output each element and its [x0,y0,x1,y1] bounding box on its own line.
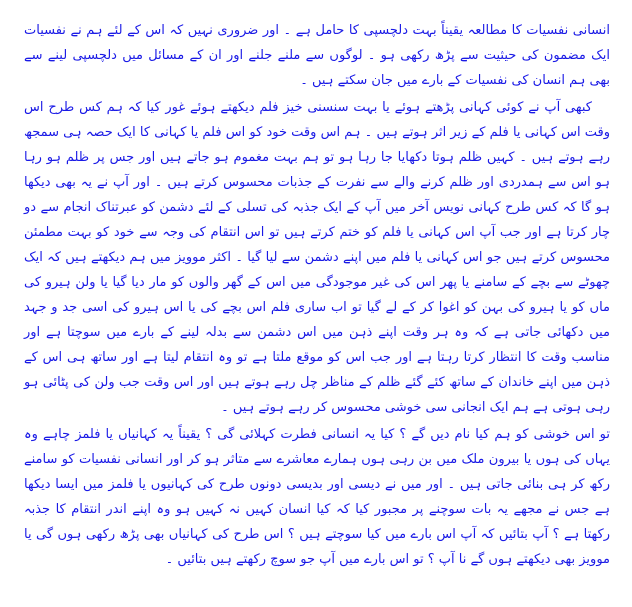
paragraph-story-psychology: کبھی آپ نے کوئی کہانی پڑھتے ہوئے یا بہت سنسنی خیز فلم دیکھتے ہوئے غور کیا کہ ہم کس طرح اس وقت اس کہانی یا فلم کے زیر اثر ہوتے ہیں ۔ ہم اس وقت خود کو اس فلم یا کہانی کا ایک حصہ ہی سمجھ رہے ہوتے ہیں ۔ کہیں ظلم ہوتا دکھایا جا رہا ہو تو ہم بہت مغموم ہو جاتے ہیں اور جس پر ظلم ہو رہا ہو اس سے ہمدردی اور ظلم کرنے والے سے نفرت کے جذبات محسوس کرتے ہیں ۔ اور آپ نے یہ بھی دیکھا ہو گا کہ کس طرح کہانی نویس آخر میں آپ کے ایک جذبہ کی تسلی کے لئے دشمن کو عبرتناک انجام سے دو چار کرتا ہے اور جب آپ اس کہانی یا فلم کو ختم کرتے ہیں تو اس انتقام کی وجہ سے خود کو بہت مطمئن محسوس کرتے ہیں جو اس کہانی یا فلم میں اپنے دشمن سے لیا گیا ۔ اکثر موویز میں ہم دیکھتے ہیں کہ ایک چھوٹے سے بچے کے سامنے یا پھر اس کی غیر موجودگی میں اس کے گھر والوں کو مار دیا گیا یا ولن ہیرو کی ماں کو یا ہیرو کی بہن کو اغوا کر کے لے گیا تو اب ساری فلم اس بچے کی یا اس ہیرو کی اسی جد و جہد میں دکھائی جاتی ہے کہ وہ ہر وقت اپنے ذہن میں اس دشمن سے بدلہ لینے کے بارے میں سوچتا ہے اور مناسب وقت کا انتظار کرتا رہتا ہے اور جب اس کو موقع ملتا ہے تو وہ انتقام لیتا ہے اور ساتھ ہی اس کے ذہن میں اپنے خاندان کے ساتھ کئے گئے ظلم کے مناظر چل رہے ہوتے ہیں اور اس وقت جب ولن کی پٹائی ہو رہی ہوتی ہے ہم ایک انجانی سی خوشی محسوس کر رہے ہوتے ہیں ۔ [24,100,610,415]
document-body [24,18,610,574]
paragraph-intro: انسانی نفسیات کا مطالعہ یقیناً بہت دلچسپی کا حامل ہے ۔ اور ضروری نہیں کہ اس کے لئے ہم نے نفسیات ایک مضمون کی حیثیت سے پڑھ رکھی ہو ۔ لوگوں سے ملنے جلنے اور ان کے مسائل میں دلچسپی لینے سے بھی ہم انسان کی نفسیات کے بارے میں جان سکتے ہیں ۔ [24,23,610,88]
paragraph-question: تو اس خوشی کو ہم کیا نام دیں گے ؟ کیا یہ انسانی فطرت کہلائی گی ؟ یقیناً یہ کہانیاں یا فلمز چاہے وہ یہاں کی ہوں یا بیرون ملک میں بن رہی ہوں ہمارے معاشرے سے متاثر ہو کر اور انسانی نفسیات کو سامنے رکھ کر ہی بنائی جاتی ہیں ۔ اور میں نے دیسی اور بدیسی دونوں طرح کی کہانیوں یا فلمز میں ایسا دیکھا ہے جس نے مجھے یہ بات سوچنے پر مجبور کیا کہ کیا انسان کہیں نہ کہیں ہو وہ اپنے اندر انتقام کا جذبہ رکھتا ہے ؟ آپ بتائیں کہ آپ اس بارے میں کیا سوچتے ہیں ؟ اس طرح کی کہانیاں بھی پڑھ رکھی ہوں گی یا موویز بھی دیکھتے ہوں گے نا آپ ؟ تو اس بارے میں آپ جو سوچ رکھتے ہیں بتائیں ۔ [24,427,610,567]
